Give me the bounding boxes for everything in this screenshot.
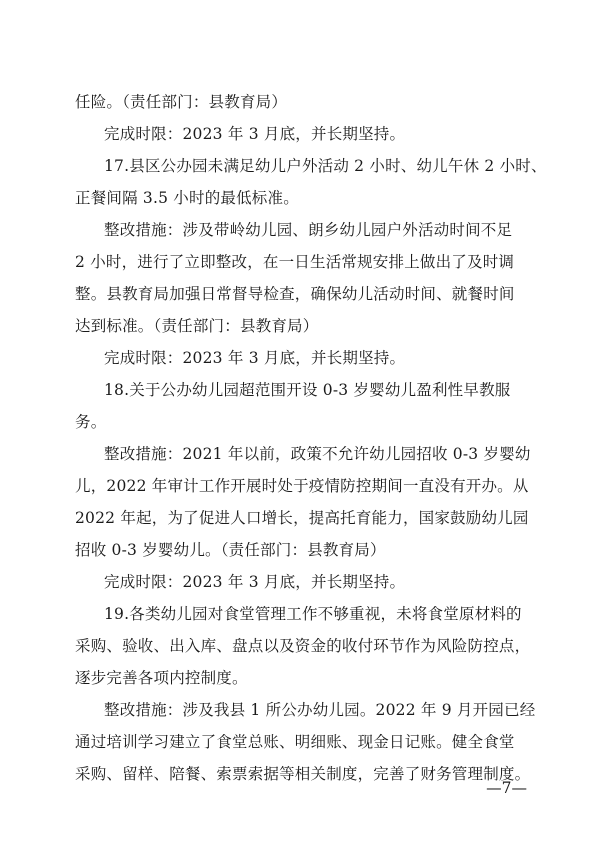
text-line: 务。 (75, 413, 107, 431)
text-line: 整改措施：涉及我县 1 所公办幼儿园。2022 年 9 月开园已经 (104, 701, 536, 719)
text-line: 19.各类幼儿园对食堂管理工作不够重视，未将食堂原材料的 (104, 605, 522, 623)
text-line: 通过培训学习建立了食堂总账、明细账、现金日记账。健全食堂 (75, 733, 515, 751)
text-line: 采购、验收、出入库、盘点以及资金的收付环节作为风险防控点， (75, 637, 531, 655)
text-line: 采购、留样、陪餐、索票索据等相关制度，完善了财务管理制度。 (75, 765, 531, 783)
text-line: 18.关于公办幼儿园超范围开设 0-3 岁婴幼儿盈利性早教服 (104, 381, 511, 399)
text-line: 2 小时，进行了立即整改，在一日生活常规安排上做出了及时调 (75, 253, 515, 271)
text-line: 整。县教育局加强日常督导检查，确保幼儿活动时间、就餐时间 (75, 285, 515, 303)
text-line: 完成时限：2023 年 3 月底，并长期坚持。 (104, 573, 406, 591)
text-line: 逐步完善各项内控制度。 (75, 669, 248, 687)
text-line: 整改措施：涉及带岭幼儿园、朗乡幼儿园户外活动时间不足 (104, 221, 513, 239)
text-line: 17.县区公办园未满足幼儿户外活动 2 小时、幼儿午休 2 小时、 (104, 157, 547, 175)
text-line: 正餐间隔 3.5 小时的最低标准。 (75, 189, 299, 207)
text-line: 达到标准。（责任部门：县教育局） (75, 317, 319, 335)
text-line: 儿，2022 年审计工作开展时处于疫情防控期间一直没有开办。从 (75, 477, 529, 495)
text-line: 完成时限：2023 年 3 月底，并长期坚持。 (104, 125, 406, 143)
text-line: 2022 年起，为了促进人口增长，提高托育能力，国家鼓励幼儿园 (75, 509, 529, 527)
page-number: —7— (486, 779, 527, 797)
text-line: 招收 0-3 岁婴幼儿。（责任部门：县教育局） (75, 541, 386, 559)
text-line: 完成时限：2023 年 3 月底，并长期坚持。 (104, 349, 406, 367)
text-line: 任险。（责任部门：县教育局） (75, 93, 288, 111)
text-line: 整改措施：2021 年以前，政策不允许幼儿园招收 0-3 岁婴幼 (104, 445, 531, 463)
